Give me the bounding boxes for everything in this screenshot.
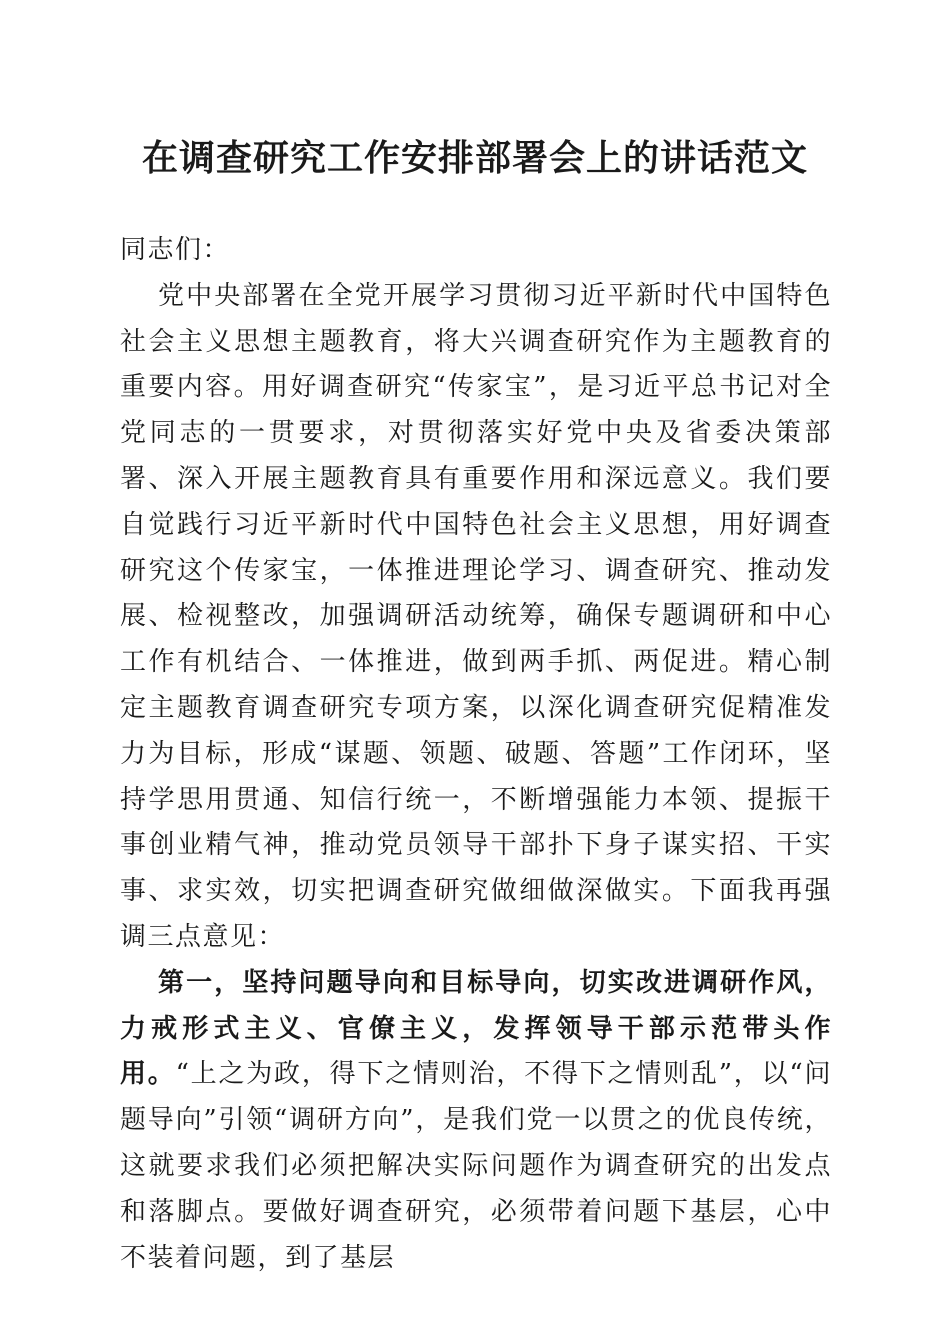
paragraph-point-one xyxy=(120,961,832,1282)
salutation: 同志们： xyxy=(120,235,231,265)
paragraph-point-one-body: “上之为政，得下之情则治，不得下之情则乱”，以“问题导向”引领“调研方向”，是我们党一以贯之的优良传统，这就要求我们必须把解决实际问题作为调查研究的出发点和落脚点。要做好调查研究，必须带着问题下基层，心中不装着问题，到了基层 xyxy=(120,1059,832,1273)
paragraph-intro: 党中央部署在全党开展学习贯彻习近平新时代中国特色社会主义思想主题教育，将大兴调查研究作为主题教育的重要内容。用好调查研究“传家宝”，是习近平总书记对全党同志的一贯要求，对贯彻落实好党中央及省委决策部署、深入开展主题教育具有重要作用和深远意义。我们要自觉践行习近平新时代中国特色社会主义思想，用好调查研究这个传家宝，一体推进理论学习、调查研究、推动发展、检视整改，加强调研活动统筹，确保专题调研和中心工作有机结合、一体推进，做到两手抓、两促进。精心制定主题教育调查研究专项方案，以深化调查研究促精准发力为目标，形成“谋题、领题、破题、答题”工作闭环，坚持学思用贯通、知信行统一，不断增强能力本领、提振干事创业精气神，推动党员领导干部扑下身子谋实招、干实事、求实效，切实把调查研究做细做深做实。下面我再强调三点意见： xyxy=(120,280,832,952)
paragraph-point-one-heading: 第一，坚持问题导向和目标导向，切实改进调研作风，力戒形式主义、官僚主义，发挥领导干部示范带头作用。 xyxy=(120,967,832,1090)
document-body xyxy=(120,228,832,1281)
document-title: 在调查研究工作安排部署会上的讲话范文 xyxy=(141,137,808,179)
